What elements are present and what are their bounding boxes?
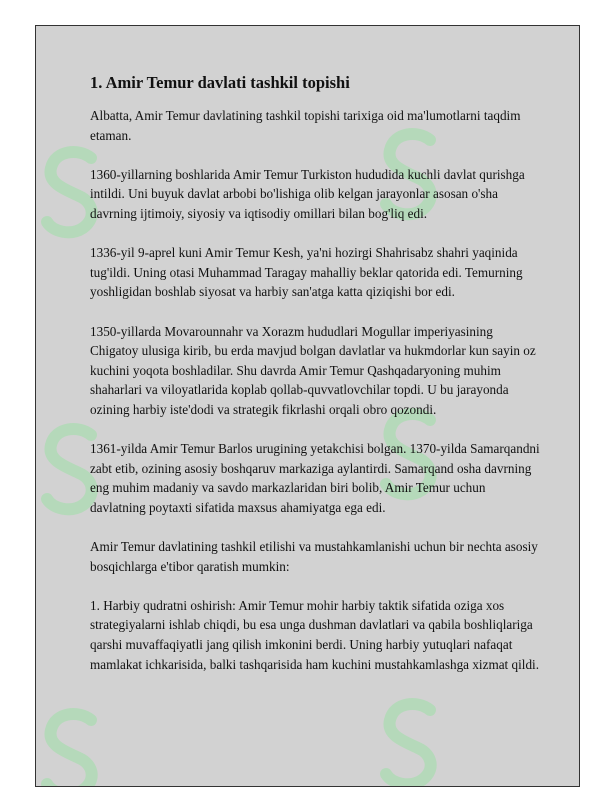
paragraph-intro: Albatta, Amir Temur davlatining tashkil topishi tarixiga oid ma'lumotlarni taqdim etaman. (90, 108, 521, 143)
watermark-logo-icon (39, 706, 109, 787)
paragraph-birth: 1336-yil 9-aprel kuni Amir Temur Kesh, ya'ni hozirgi Shahrisabz shahri yaqinida tug'ildi. Uning otasi Muhammad Taragay mahalliy beklar qatorida edi. Temurning yoshligidan boshlab siyosat va harbiy san'atga katta qiziqishi bor edi. (90, 245, 523, 300)
watermark-logo-icon (378, 696, 448, 787)
paragraph-military: 1. Harbiy qudratni oshirish: Amir Temur mohir harbiy taktik sifatida oziga xos strategiyalarni ishlab chiqdi, bu esa unga dushman davlatlari va qabila boshliqlariga qarshi muvaffaqiyatli jang qilish imkonini berdi. Uning harbiy yutuqlari nafaqat mamlakat ichkarisida, balki tashqarisida ham kuchini mustahkamlashga xizmat qildi. (90, 597, 539, 672)
document-page (35, 25, 580, 787)
paragraph-stages: Amir Temur davlatining tashkil etilishi va mustahkamlanishi uchun bir nechta asosiy bosqichlarga e'tibor qaratish mumkin: (90, 539, 538, 574)
paragraph-1361: 1361-yilda Amir Temur Barlos urugining yetakchisi bolgan. 1370-yilda Samarqandni zabt etib, ozining asosiy boshqaruv markaziga aylantirdi. Samarqand osha davrning eng muhim madaniy va savdo markazlaridan biri bolib, Amir Temur uchun davlatning poytaxti sifatida maxsus ahamiyatga ega edi. (90, 441, 540, 515)
document-title: 1. Amir Temur davlati tashkil topishi (90, 73, 350, 92)
document-content (90, 73, 540, 694)
paragraph-1360s: 1360-yillarning boshlarida Amir Temur Turkiston hududida kuchli davlat qurishga intildi. Uni buyuk davlat arbobi bo'lishiga olib kelgan jarayonlar asosan o'sha davrning ijtimoiy, siyosiy va iqtisodiy omillari bilan bog'liq edi. (90, 166, 525, 221)
paragraph-1350s: 1350-yillarda Movarounnahr va Xorazm hududlari Mogullar imperiyasining Chigatoy ulusiga kirib, bu erda mavjud bolgan davlatlar va hukmdorlar kun sayin oz kuchini yoqota boshladilar. Shu davrda Amir Temur Qashqadaryoning muhim shaharlari va viloyatlarida koplab qollab-quvvatlovchilar topdi. U bu jarayonda ozining harbiy iste'dodi va strategik fikrlashi orqali obro qozondi. (90, 323, 536, 417)
